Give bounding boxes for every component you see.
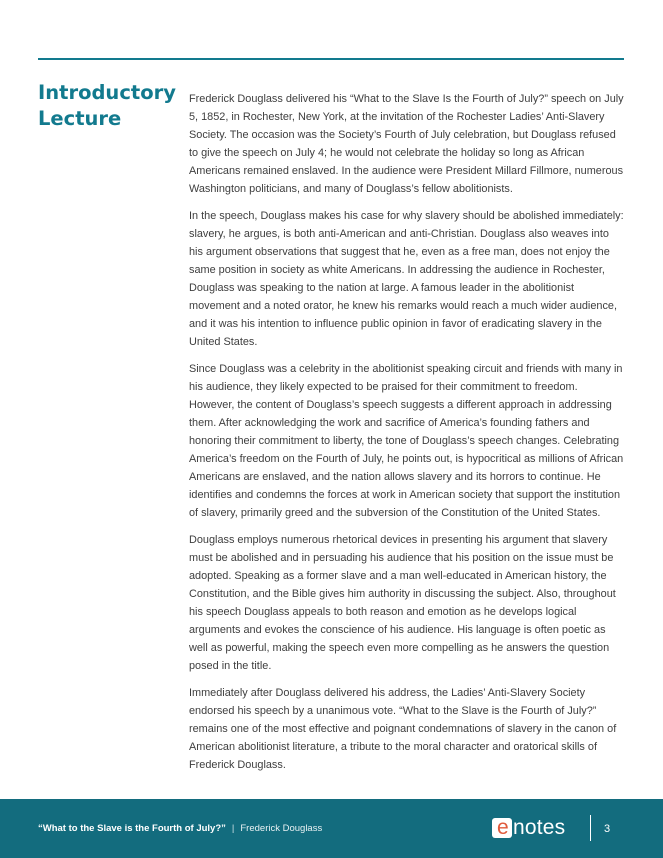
lecture-body bbox=[189, 90, 625, 783]
footer-separator: | bbox=[231, 823, 235, 834]
paragraph-1: Frederick Douglass delivered his “What to the Slave Is the Fourth of July?” speech on July 5, 1852, in Rochester, New York, at the invitation of the Rochester Ladies’ Anti-Slavery Society. The occasion was the Society’s Fourth of July celebration, but Douglass refused to give the speech on July 4; he would not celebrate the holiday so long as African Americans remained enslaved. In the audience were President Millard Fillmore, numerous Washington politicians, and many of Douglass’s fellow abolitionists. bbox=[189, 93, 624, 195]
paragraph-4: Douglass employs numerous rhetorical devices in presenting his argument that slavery must be abolished and in persuading his audience that his position on the issue must be adopted. Speaking as a former slave and a man well-educated in American history, the Constitution, and the Bible gives him authority in discussing the subject. Also, throughout his speech Douglass appeals to both reason and emotion as he develops logical arguments and evokes the conscience of his audience. His language is often poetic as well as powerful, making the speech even more compelling as he answers the question posed in the title. bbox=[189, 534, 616, 672]
footer-divider bbox=[590, 815, 591, 841]
paragraph-5: Immediately after Douglass delivered his address, the Ladies’ Anti-Slavery Society endorsed his speech by a unanimous vote. “What to the Slave is the Fourth of July?” remains one of the most effective and poignant condemnations of slavery in the canon of American abolitionist literature, a tribute to the moral character and oratorical skills of Frederick Douglass. bbox=[189, 687, 617, 771]
paragraph-3: Since Douglass was a celebrity in the abolitionist speaking circuit and friends with many in his audience, they likely expected to be praised for their commitment to freedom. However, the content of Douglass’s speech suggests a different approach in addressing them. After acknowledging the work and sacrifice of America’s founding fathers and honoring their commitment to liberty, the tone of Douglass’s speech changes. Celebrating America’s freedom on the Fourth of July, he points out, is hypocritical as millions of African Americans are enslaved, and the nation allows slavery and its horrors to continue. He identifies and condemns the forces at work in American society that support the institution of slavery, primarily greed and the subversion of the Constitution of the United States. bbox=[189, 363, 624, 519]
section-title-line1: Introductory bbox=[38, 81, 176, 104]
page-number: 3 bbox=[604, 823, 611, 835]
logo-e-letter: e bbox=[497, 816, 509, 839]
footer-work-title: “What to the Slave is the Fourth of July?” bbox=[38, 823, 226, 834]
logo-text bbox=[493, 816, 565, 840]
paragraph-2: In the speech, Douglass makes his case for why slavery should be abolished immediately: slavery, he argues, is both anti-American and anti-Christian. Douglass also weaves into his argument observations that suggest that he, even as a free man, does not enjoy the same position in society as white Americans. In addressing the audience in Rochester, Douglass was speaking to the nation at large. A famous leader in the abolitionist movement and a noted orator, he knew his remarks would reach a much wider audience, and it was his intention to influence public opinion in favor of eradicating slavery in the United States. bbox=[189, 210, 624, 348]
footer-author: Frederick Douglass bbox=[240, 823, 323, 834]
page-footer bbox=[0, 799, 663, 858]
section-title-line2: Lecture bbox=[38, 107, 122, 130]
section-title bbox=[38, 80, 178, 132]
footer-title bbox=[38, 822, 322, 836]
logo-word: notes bbox=[513, 816, 566, 839]
header-rule bbox=[38, 58, 624, 60]
